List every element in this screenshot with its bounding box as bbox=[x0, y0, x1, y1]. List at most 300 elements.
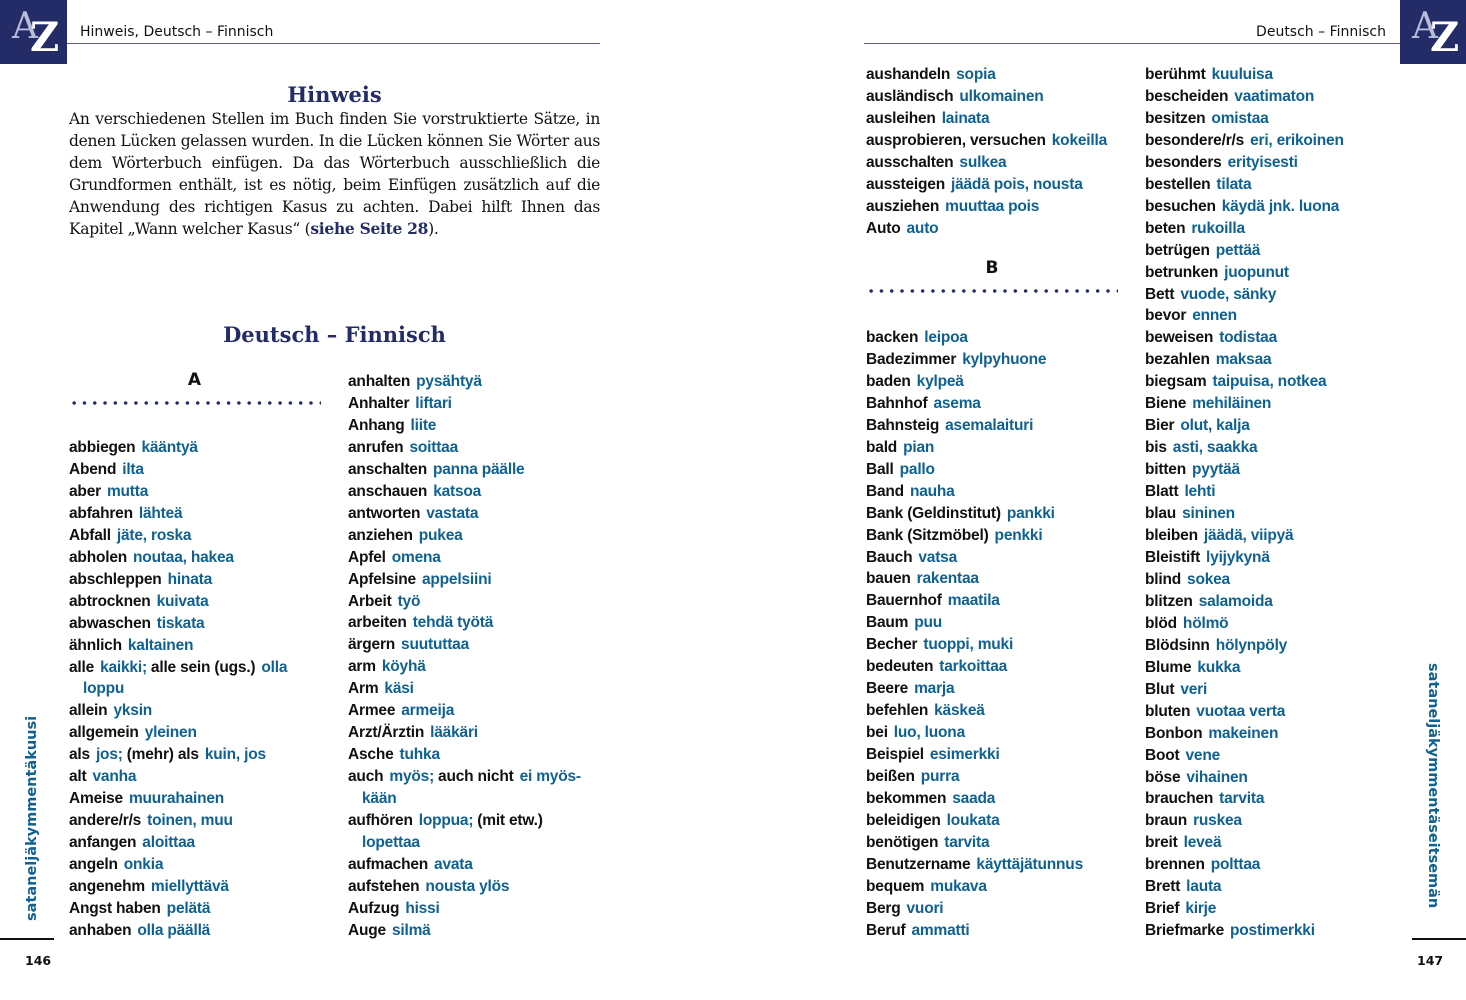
dictionary-entry bbox=[866, 86, 1136, 108]
finnish-translation: työ bbox=[397, 592, 421, 610]
dictionary-entry bbox=[348, 459, 600, 481]
german-term: ausprobieren, versuchen bbox=[866, 131, 1046, 149]
finnish-translation: liite bbox=[410, 416, 437, 434]
german-term-secondary: (mit etw.) bbox=[477, 812, 543, 830]
german-term: aussteigen bbox=[866, 175, 945, 193]
german-term-secondary: alle sein (ugs.) bbox=[150, 658, 256, 676]
german-term: allgemein bbox=[69, 724, 139, 742]
german-term: Apfelsine bbox=[348, 570, 416, 588]
german-term: anschauen bbox=[348, 482, 428, 500]
dictionary-entry bbox=[866, 656, 1136, 678]
footer-rule-left bbox=[0, 938, 54, 940]
finnish-translation: leipoa bbox=[924, 329, 968, 346]
page-number-words-left: sataneljäkymmentäkuusi bbox=[24, 715, 40, 921]
german-term: Becher bbox=[866, 636, 918, 654]
dictionary-entry bbox=[866, 876, 1136, 898]
dictionary-entry bbox=[348, 481, 600, 503]
dictionary-entry bbox=[69, 832, 339, 854]
dictionary-entry bbox=[69, 613, 339, 635]
dictionary-entry bbox=[1145, 920, 1395, 942]
finnish-translation: lauta bbox=[1186, 878, 1222, 896]
dictionary-entry bbox=[348, 503, 600, 525]
finnish-translation: loukata bbox=[946, 811, 1000, 829]
german-term: ähnlich bbox=[69, 636, 122, 654]
finnish-translation: omena bbox=[391, 548, 441, 566]
dictionary-entry bbox=[348, 766, 600, 810]
german-term: Bauch bbox=[866, 548, 913, 566]
dictionary-entry bbox=[1145, 503, 1395, 525]
dictionary-entry bbox=[69, 459, 339, 481]
dictionary-entry bbox=[348, 547, 600, 569]
finnish-translation: rukoilla bbox=[1191, 219, 1245, 237]
dictionary-entry bbox=[866, 415, 1136, 437]
finnish-translation: lehti bbox=[1184, 483, 1216, 501]
german-term: brauchen bbox=[1145, 790, 1214, 808]
dictionary-entry bbox=[1145, 415, 1395, 437]
dictionary-entry bbox=[1145, 876, 1395, 898]
finnish-translation: ammatti bbox=[911, 921, 970, 939]
finnish-translation: kaltainen bbox=[127, 636, 194, 654]
az-logo bbox=[1400, 0, 1466, 64]
german-term: Anhalter bbox=[348, 394, 410, 412]
german-term: bleiben bbox=[1145, 527, 1198, 545]
finnish-translation: jäädä pois, nousta bbox=[950, 175, 1083, 193]
german-term: böse bbox=[1145, 768, 1181, 786]
dictionary-entry bbox=[348, 525, 600, 547]
german-term: blind bbox=[1145, 570, 1182, 588]
dictionary-entry bbox=[69, 744, 339, 766]
dictionary-entry bbox=[1145, 459, 1395, 481]
dictionary-entry bbox=[866, 481, 1136, 503]
german-term: beleidigen bbox=[866, 811, 941, 829]
header-rule-left bbox=[67, 43, 600, 44]
finnish-translation: suututtaa bbox=[401, 636, 469, 654]
logo-letter-z: Z bbox=[30, 14, 60, 61]
dictionary-entry bbox=[1145, 854, 1395, 876]
dictionary-entry bbox=[866, 64, 1136, 86]
finnish-translation: luo, luona bbox=[893, 724, 965, 742]
dictionary-entry bbox=[69, 876, 339, 898]
finnish-translation: pelätä bbox=[166, 900, 211, 918]
dictionary-entry bbox=[866, 744, 1136, 766]
german-term: bis bbox=[1145, 439, 1167, 457]
german-term-secondary: auch nicht bbox=[438, 768, 514, 786]
dictionary-entry bbox=[69, 898, 339, 920]
finnish-translation: maksaa bbox=[1215, 351, 1272, 369]
german-term: bedeuten bbox=[866, 658, 934, 676]
finnish-translation: käsi bbox=[384, 680, 414, 698]
german-term: angenehm bbox=[69, 878, 145, 896]
page-number-words-right: sataneljäkymmentäseitsemän bbox=[1425, 663, 1441, 909]
finnish-translation: hinata bbox=[167, 570, 213, 588]
finnish-translation: noutaa, hakea bbox=[133, 548, 234, 566]
entry-column bbox=[866, 64, 1136, 240]
dictionary-entry bbox=[69, 635, 339, 657]
german-term: anrufen bbox=[348, 438, 404, 456]
german-term: Badezimmer bbox=[866, 350, 957, 368]
german-term: benötigen bbox=[866, 833, 939, 851]
finnish-translation: rakentaa bbox=[916, 570, 979, 588]
dictionary-entry bbox=[1145, 767, 1395, 789]
finnish-translation: pian bbox=[903, 438, 935, 456]
dictionary-entry bbox=[348, 920, 600, 942]
dictionary-entry bbox=[348, 810, 600, 854]
dictionary-entry bbox=[1145, 152, 1395, 174]
german-term: aufstehen bbox=[348, 877, 420, 895]
finnish-translation: appelsiini bbox=[421, 570, 492, 588]
german-term: braun bbox=[1145, 812, 1188, 830]
german-term: Arm bbox=[348, 680, 379, 698]
dictionary-entry bbox=[866, 700, 1136, 722]
finnish-translation: muurahainen bbox=[128, 790, 225, 808]
finnish-translation: miellyttävä bbox=[150, 878, 229, 896]
dictionary-entry bbox=[69, 481, 339, 503]
finnish-translation: mukava bbox=[930, 877, 987, 895]
dictionary-entry bbox=[69, 700, 339, 722]
finnish-translation: pysähtyä bbox=[416, 373, 482, 390]
german-term: abwaschen bbox=[69, 614, 151, 632]
dictionary-entry bbox=[69, 788, 339, 810]
finnish-translation: tuhka bbox=[399, 746, 440, 764]
dictionary-entry bbox=[866, 349, 1136, 371]
finnish-translation: vuotaa verta bbox=[1196, 702, 1286, 720]
dictionary-entry bbox=[1145, 723, 1395, 745]
dictionary-entry bbox=[69, 569, 339, 591]
finnish-translation: yksin bbox=[113, 702, 153, 720]
finnish-translation: nauha bbox=[909, 482, 955, 500]
finnish-translation: vuode, sänky bbox=[1180, 285, 1277, 303]
german-term: besonders bbox=[1145, 153, 1222, 171]
dictionary-entry bbox=[69, 810, 339, 832]
dictionary-entry bbox=[1145, 86, 1395, 108]
finnish-translation: taipuisa, notkea bbox=[1212, 373, 1327, 391]
finnish-translation: kokeilla bbox=[1051, 131, 1108, 149]
german-term: auch bbox=[348, 768, 384, 786]
finnish-translation: silmä bbox=[391, 921, 431, 939]
running-head-left: Hinweis, Deutsch – Finnisch bbox=[80, 24, 274, 40]
german-term: Apfel bbox=[348, 548, 386, 566]
logo-letter-a: A bbox=[12, 6, 38, 47]
dictionary-entry bbox=[866, 810, 1136, 832]
finnish-translation: tarvita bbox=[944, 833, 990, 851]
finnish-translation: olut, kalja bbox=[1180, 417, 1250, 435]
dictionary-entry bbox=[69, 920, 339, 942]
dictionary-entry bbox=[1145, 130, 1395, 152]
german-term: betrügen bbox=[1145, 241, 1210, 259]
finnish-translation: myös; bbox=[389, 768, 435, 786]
finnish-translation: kylpyhuone bbox=[962, 350, 1047, 368]
finnish-translation: maatila bbox=[947, 592, 1000, 610]
dictionary-entry bbox=[866, 503, 1136, 525]
finnish-translation: armeija bbox=[401, 702, 455, 720]
finnish-translation: pettää bbox=[1215, 241, 1261, 259]
finnish-translation: loppua; bbox=[418, 812, 474, 830]
dictionary-entry bbox=[866, 568, 1136, 590]
finnish-translation: vihainen bbox=[1186, 768, 1248, 786]
finnish-translation: muuttaa pois bbox=[945, 197, 1040, 215]
finnish-translation: kääntyä bbox=[141, 439, 198, 456]
finnish-translation: salamoida bbox=[1198, 592, 1273, 610]
dictionary-entry bbox=[866, 371, 1136, 393]
dictionary-entry bbox=[348, 656, 600, 678]
finnish-translation: lainata bbox=[941, 109, 990, 127]
german-term: Ball bbox=[866, 460, 894, 478]
section-title: Deutsch – Finnisch bbox=[223, 322, 446, 347]
dictionary-entry bbox=[866, 196, 1136, 218]
dictionary-entry bbox=[1145, 613, 1395, 635]
german-term: ärgern bbox=[348, 636, 396, 654]
german-term: ausleihen bbox=[866, 109, 936, 127]
dictionary-entry bbox=[866, 547, 1136, 569]
footer-rule-right bbox=[1412, 938, 1466, 940]
finnish-translation: hölmö bbox=[1182, 614, 1229, 632]
finnish-translation: jäädä, viipyä bbox=[1203, 527, 1294, 545]
dictionary-entry bbox=[866, 634, 1136, 656]
dictionary-entry bbox=[348, 393, 600, 415]
hinweis-text-end: ). bbox=[428, 220, 439, 238]
german-term: als bbox=[69, 746, 90, 764]
finnish-translation: marja bbox=[914, 680, 955, 698]
finnish-translation: vastata bbox=[426, 504, 479, 522]
finnish-translation: postimerkki bbox=[1230, 922, 1315, 940]
finnish-translation: toinen, muu bbox=[147, 812, 233, 830]
finnish-translation: käydä jnk. luona bbox=[1221, 197, 1340, 215]
finnish-translation: esimerkki bbox=[929, 746, 1000, 764]
german-term: Blume bbox=[1145, 658, 1192, 676]
dictionary-entry bbox=[866, 393, 1136, 415]
finnish-translation: nousta ylös bbox=[425, 877, 510, 895]
dictionary-entry bbox=[69, 591, 339, 613]
page-reference-link[interactable]: siehe Seite 28 bbox=[310, 219, 429, 238]
german-term: Blut bbox=[1145, 680, 1175, 698]
finnish-translation: käyttäjätunnus bbox=[976, 855, 1083, 873]
dictionary-entry bbox=[1145, 635, 1395, 657]
german-term: besuchen bbox=[1145, 197, 1216, 215]
german-term: anschalten bbox=[348, 460, 427, 478]
german-term: Beispiel bbox=[866, 746, 924, 764]
dictionary-entry bbox=[866, 832, 1136, 854]
finnish-translation-continued: lopettaa bbox=[362, 834, 420, 852]
german-term: bestellen bbox=[1145, 175, 1211, 193]
finnish-translation: tarkoittaa bbox=[939, 658, 1008, 676]
running-head-right: Deutsch – Finnisch bbox=[1256, 24, 1386, 40]
finnish-translation: tiskata bbox=[156, 614, 205, 632]
german-term: beweisen bbox=[1145, 329, 1214, 347]
dictionary-entry bbox=[348, 371, 600, 393]
entry-column bbox=[866, 327, 1136, 942]
dictionary-entry bbox=[1145, 349, 1395, 371]
finnish-translation: aloittaa bbox=[142, 834, 195, 852]
finnish-translation: juopunut bbox=[1224, 263, 1289, 281]
finnish-translation: hölynpöly bbox=[1215, 636, 1288, 654]
finnish-translation: purra bbox=[920, 768, 960, 786]
dotted-divider bbox=[69, 400, 321, 406]
dictionary-entry bbox=[1145, 262, 1395, 284]
finnish-translation: kirje bbox=[1185, 900, 1217, 918]
dictionary-entry bbox=[69, 547, 339, 569]
finnish-translation: kylpeä bbox=[916, 372, 964, 390]
german-term: ausschalten bbox=[866, 153, 954, 171]
german-term: biegsam bbox=[1145, 373, 1207, 391]
finnish-translation-secondary: ei myös- bbox=[519, 768, 581, 786]
finnish-translation: tuoppi, muki bbox=[923, 636, 1014, 654]
german-term: bitten bbox=[1145, 461, 1186, 479]
german-term: besitzen bbox=[1145, 109, 1206, 127]
german-term: betrunken bbox=[1145, 263, 1219, 281]
german-term: Arbeit bbox=[348, 592, 392, 610]
dictionary-entry bbox=[348, 612, 600, 634]
dictionary-entry bbox=[866, 920, 1136, 942]
german-term: aufmachen bbox=[348, 855, 429, 873]
german-term: Boot bbox=[1145, 746, 1180, 764]
finnish-translation: köyhä bbox=[381, 658, 426, 676]
german-term: allein bbox=[69, 702, 108, 720]
logo-letter-a: A bbox=[1412, 6, 1438, 47]
dictionary-entry bbox=[1145, 64, 1395, 86]
german-term: bekommen bbox=[866, 790, 947, 808]
dictionary-entry bbox=[1145, 745, 1395, 767]
finnish-translation: todistaa bbox=[1219, 329, 1278, 347]
az-logo bbox=[0, 0, 67, 64]
german-term: bei bbox=[866, 724, 888, 742]
entry-column bbox=[1145, 64, 1395, 942]
dictionary-entry bbox=[348, 898, 600, 920]
german-term: berühmt bbox=[1145, 66, 1206, 83]
finnish-translation: sopia bbox=[956, 66, 996, 83]
finnish-translation: tilata bbox=[1216, 175, 1252, 193]
finnish-translation: sokea bbox=[1187, 570, 1230, 588]
german-term: abholen bbox=[69, 548, 128, 566]
german-term: bezahlen bbox=[1145, 351, 1210, 369]
finnish-translation: ruskea bbox=[1193, 812, 1242, 830]
dictionary-entry bbox=[866, 437, 1136, 459]
german-term: Brett bbox=[1145, 878, 1181, 896]
german-term: Bett bbox=[1145, 285, 1175, 303]
dictionary-entry bbox=[866, 459, 1136, 481]
german-term: Bank (Geldinstitut) bbox=[866, 504, 1001, 522]
dictionary-entry bbox=[69, 657, 339, 701]
dictionary-entry bbox=[1145, 547, 1395, 569]
dictionary-entry bbox=[348, 744, 600, 766]
finnish-translation: katsoa bbox=[433, 482, 482, 500]
german-term: Bleistift bbox=[1145, 548, 1201, 566]
dictionary-entry bbox=[866, 152, 1136, 174]
finnish-translation: asemalaituri bbox=[945, 416, 1034, 434]
german-term: arm bbox=[348, 658, 376, 676]
german-term: bauen bbox=[866, 570, 911, 588]
german-term: abtrocknen bbox=[69, 592, 151, 610]
finnish-translation: kuivata bbox=[156, 592, 209, 610]
page-number-right: 147 bbox=[1417, 953, 1444, 968]
dictionary-entry bbox=[866, 766, 1136, 788]
dictionary-entry bbox=[866, 590, 1136, 612]
dictionary-entry bbox=[1145, 327, 1395, 349]
german-term: antworten bbox=[348, 504, 421, 522]
finnish-translation: mutta bbox=[106, 482, 149, 500]
finnish-translation: lähteä bbox=[138, 504, 183, 522]
german-term: bald bbox=[866, 438, 898, 456]
finnish-translation: lyijykynä bbox=[1206, 548, 1270, 566]
finnish-translation: mehiläinen bbox=[1192, 395, 1272, 413]
finnish-translation: olla päällä bbox=[137, 921, 211, 939]
finnish-translation: asema bbox=[933, 394, 981, 412]
german-term: aber bbox=[69, 482, 101, 500]
dictionary-entry bbox=[866, 130, 1136, 152]
dictionary-entry bbox=[866, 722, 1136, 744]
finnish-translation: kuuluisa bbox=[1211, 66, 1273, 83]
dictionary-entry bbox=[866, 218, 1136, 240]
finnish-translation: ilta bbox=[122, 460, 144, 478]
german-term: baden bbox=[866, 372, 911, 390]
finnish-translation: penkki bbox=[994, 526, 1043, 544]
entry-column bbox=[348, 371, 600, 942]
german-term: anziehen bbox=[348, 526, 413, 544]
german-term: Bonbon bbox=[1145, 724, 1203, 742]
dictionary-entry bbox=[69, 766, 339, 788]
dictionary-entry bbox=[866, 525, 1136, 547]
dictionary-entry bbox=[1145, 371, 1395, 393]
page-number-left: 146 bbox=[25, 953, 52, 968]
finnish-translation: pukea bbox=[418, 526, 463, 544]
dictionary-entry bbox=[866, 854, 1136, 876]
german-term: angeln bbox=[69, 856, 118, 874]
german-term: befehlen bbox=[866, 702, 929, 720]
dictionary-entry bbox=[348, 569, 600, 591]
german-term: Blatt bbox=[1145, 483, 1179, 501]
finnish-translation: liftari bbox=[415, 394, 452, 412]
dictionary-entry bbox=[1145, 240, 1395, 262]
german-term: Brief bbox=[1145, 900, 1180, 918]
german-term: Asche bbox=[348, 746, 394, 764]
german-term: blitzen bbox=[1145, 592, 1193, 610]
german-term: Angst haben bbox=[69, 900, 161, 918]
finnish-translation: jäte, roska bbox=[116, 526, 192, 544]
finnish-translation: omistaa bbox=[1211, 109, 1269, 127]
finnish-translation: avata bbox=[434, 855, 473, 873]
dictionary-entry bbox=[1145, 305, 1395, 327]
finnish-translation: pyytää bbox=[1192, 461, 1240, 479]
dictionary-entry bbox=[1145, 196, 1395, 218]
dictionary-entry bbox=[1145, 591, 1395, 613]
german-term: anfangen bbox=[69, 834, 137, 852]
dictionary-entry bbox=[1145, 437, 1395, 459]
hinweis-paragraph bbox=[69, 108, 600, 240]
finnish-translation: makeinen bbox=[1208, 724, 1279, 742]
german-term: Beere bbox=[866, 680, 909, 698]
dictionary-entry bbox=[348, 876, 600, 898]
finnish-translation: sininen bbox=[1182, 505, 1235, 523]
german-term: brennen bbox=[1145, 856, 1205, 874]
dictionary-entry bbox=[1145, 810, 1395, 832]
german-term: abbiegen bbox=[69, 439, 136, 456]
dictionary-entry bbox=[1145, 174, 1395, 196]
hinweis-text: An verschiedenen Stellen im Buch finden Sie vorstruktierte Sätze, in denen Lücken gelassen wurden. In die Lücken können Sie Wörter aus dem Wörterbuch einfügen. Da das Wörterbuch ausschließlich die Grundformen enthält, ist es nötig, beim Einfügen zusätzlich auf die Anwendung des richtigen Kasus zu achten. Dabei hilft Ihnen das Kapitel „Wann welcher Kasus“ ( bbox=[69, 110, 600, 238]
dictionary-entry bbox=[1145, 569, 1395, 591]
finnish-translation: leveä bbox=[1183, 834, 1222, 852]
finnish-translation-continued: loppu bbox=[83, 680, 125, 698]
german-term: Biene bbox=[1145, 395, 1187, 413]
letter-heading-b: B bbox=[985, 258, 999, 278]
german-term: ausländisch bbox=[866, 87, 954, 105]
dictionary-entry bbox=[1145, 525, 1395, 547]
german-term: Bier bbox=[1145, 417, 1175, 435]
finnish-translation: panna päälle bbox=[432, 460, 525, 478]
finnish-translation: käskeä bbox=[934, 702, 985, 720]
finnish-translation: vaatimaton bbox=[1234, 87, 1315, 105]
dictionary-entry bbox=[348, 722, 600, 744]
dictionary-entry bbox=[866, 327, 1136, 349]
finnish-translation-continued: kään bbox=[362, 790, 397, 808]
